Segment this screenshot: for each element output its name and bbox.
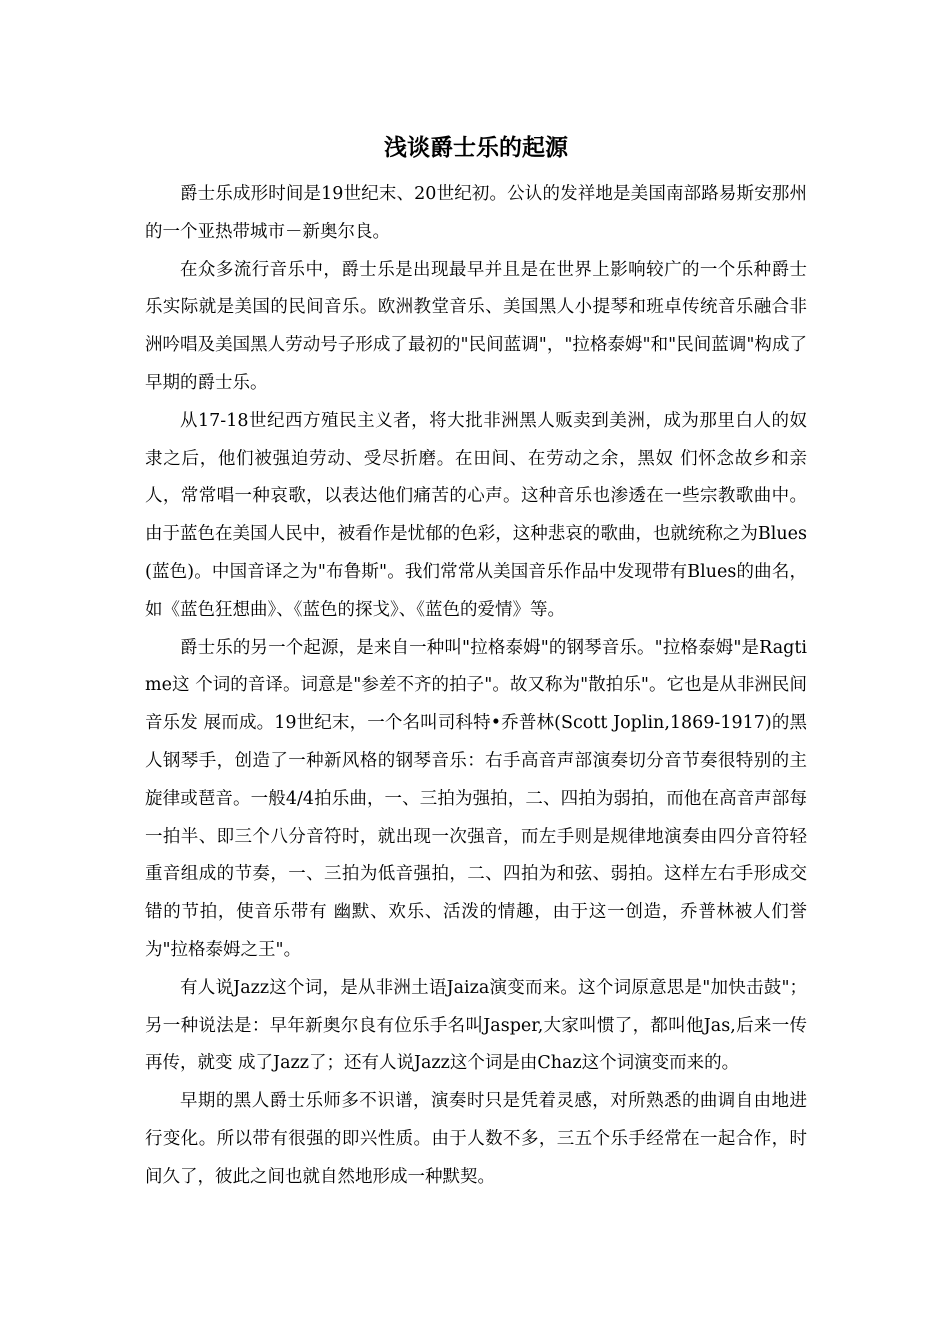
paragraph-blues: 从17-18世纪西方殖民主义者，将大批非洲黑人贩卖到美洲，成为那里白人的奴隶之后，他们被强迫劳动、受尽折磨。在田间、在劳动之余，黑奴 们怀念故乡和亲人，常常唱一种哀歌，以表达他们痛苦的心声。这种音乐也渗透在一些宗教歌曲中。由于蓝色在美国人民中，被看作是忧郁的色彩，这种悲哀的歌曲，也就统称之为Blues(蓝色)。中国音译之为"布鲁斯"。我们常常从美国音乐作品中发现带有Blues的曲名，如《蓝色狂想曲》、《蓝色的探戈》、《蓝色的爱情》等。 <box>145 410 807 620</box>
paragraph-jazz-word: 有人说Jazz这个词，是从非洲土语Jaiza演变而来。这个词原意思是"加快击鼓"；另一种说法是：早年新奥尔良有位乐手名叫Jasper,大家叫惯了，都叫他Jas,后来一传再传，就变 成了Jazz了；还有人说Jazz这个词是由Chaz这个词演变而来的。 <box>145 977 807 1074</box>
page-title: 浅谈爵士乐的起源 <box>384 134 568 161</box>
paragraph-improvisation: 早期的黑人爵士乐师多不识谱，演奏时只是凭着灵感，对所熟悉的曲调自由地进行变化。所以带有很强的即兴性质。由于人数不多，三五个乐手经常在一起合作，时间久了，彼此之间也就自然地形成一种默契。 <box>145 1091 807 1187</box>
paragraph-origin-time: 爵士乐成形时间是19世纪末、20世纪初。公认的发祥地是美国南部路易斯安那州的一个亚热带城市－新奥尔良。 <box>145 184 807 242</box>
paragraph-folk-music: 在众多流行音乐中，爵士乐是出现最早并且是在世界上影响较广的一个乐种爵士乐实际就是美国的民间音乐。欧洲教堂音乐、美国黑人小提琴和班卓传统音乐融合非洲吟唱及美国黑人劳动号子形成了最初的"民间蓝调"，"拉格泰姆"和"民间蓝调"构成了早期的爵士乐。 <box>145 259 807 393</box>
document-body <box>145 128 807 1197</box>
paragraph-ragtime: 爵士乐的另一个起源，是来自一种叫"拉格泰姆"的钢琴音乐。"拉格泰姆"是Ragtime这 个词的音译。词意是"参差不齐的拍子"。故又称为"散拍乐"。它也是从非洲民间音乐发 展而成。19世纪末，一个名叫司科特•乔普林(Scott Joplin,1869-1917)的黑人钢琴手，创造了一种新风格的钢琴音乐：右手高音声部演奏切分音节奏很特别的主旋律或琶音。一般4/4拍乐曲，一、三拍为强拍，二、四拍为弱拍，而他在高音声部每一拍半、即三个八分音符时，就出现一次强音，而左手则是规律地演奏由四分音符轻重音组成的节奏，一、三拍为低音强拍，二、四拍为和弦、弱拍。这样左右手形成交错的节拍，使音乐带有 幽默、欢乐、活泼的情趣，由于这一创造，乔普林被人们誉为"拉格泰姆之王"。 <box>145 637 807 960</box>
